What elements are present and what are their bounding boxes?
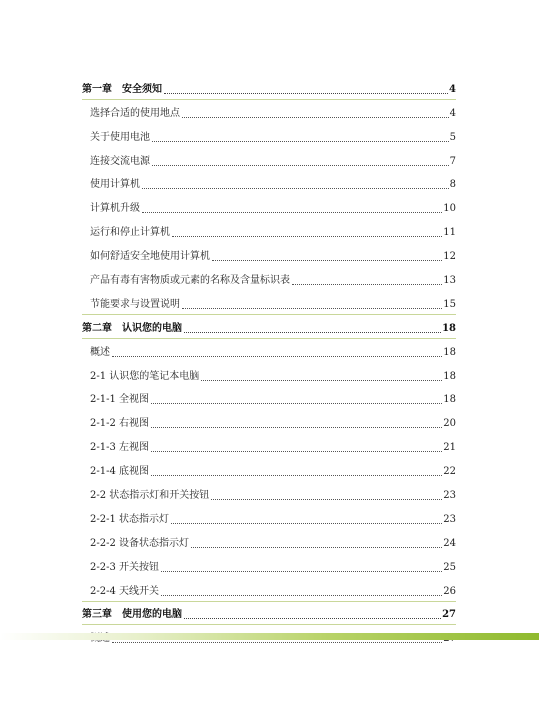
toc-dot-leader — [164, 92, 448, 94]
toc-dot-leader — [142, 187, 449, 189]
toc-entry-title: 选择合适的使用地点 — [90, 107, 180, 119]
toc-entry-title: 关于使用电池 — [90, 131, 150, 143]
toc-dot-leader — [182, 116, 449, 118]
toc-dot-leader — [184, 331, 441, 333]
toc-section-entry[interactable] — [82, 191, 456, 215]
toc-chapter-entry[interactable] — [82, 72, 456, 96]
toc-section-entry[interactable] — [82, 215, 456, 239]
table-of-contents — [82, 72, 456, 645]
toc-section-entry[interactable] — [82, 574, 456, 598]
toc-entry-title: 2-1-3 左视图 — [90, 442, 150, 454]
toc-dot-leader — [182, 307, 442, 309]
toc-section-entry[interactable] — [82, 168, 456, 192]
toc-dot-leader — [191, 546, 442, 548]
toc-dot-leader — [151, 474, 442, 476]
toc-dot-leader — [184, 617, 441, 619]
toc-entry-title: 2-2-4 天线开关 — [90, 585, 160, 597]
toc-section-entry[interactable] — [82, 96, 456, 120]
toc-dot-leader — [161, 570, 442, 572]
toc-dot-leader — [212, 259, 442, 261]
toc-entry-title: 产品有毒有害物质或元素的名称及含量标识表 — [90, 275, 290, 287]
toc-section-entry[interactable] — [82, 120, 456, 144]
toc-page-number: 26 — [443, 585, 456, 597]
toc-page-number: 15 — [443, 298, 456, 310]
toc-entry-title: 第一章 安全须知 — [82, 83, 162, 95]
toc-entry-title: 计算机升级 — [90, 203, 140, 215]
toc-page-number: 4 — [449, 107, 456, 119]
toc-dot-leader — [152, 164, 449, 166]
toc-dot-leader — [171, 522, 442, 524]
toc-dot-leader — [151, 426, 442, 428]
toc-entry-title: 第三章 使用您的电脑 — [82, 609, 182, 621]
toc-dot-leader — [201, 379, 442, 381]
toc-dot-leader — [211, 498, 442, 500]
toc-section-entry[interactable] — [82, 383, 456, 407]
toc-page-number: 8 — [449, 179, 456, 191]
toc-entry-title: 2-1-1 全视图 — [90, 394, 150, 406]
toc-section-entry[interactable] — [82, 239, 456, 263]
toc-dot-leader — [161, 594, 442, 596]
toc-section-entry[interactable] — [82, 406, 456, 430]
toc-page-number: 24 — [443, 537, 456, 549]
toc-section-entry[interactable] — [82, 550, 456, 574]
toc-page-number: 22 — [443, 466, 456, 478]
toc-chapter-entry[interactable] — [82, 598, 456, 622]
toc-entry-title: 如何舒适安全地使用计算机 — [90, 251, 210, 263]
toc-dot-leader — [172, 235, 442, 237]
toc-dot-leader — [292, 283, 442, 285]
toc-section-entry[interactable] — [82, 144, 456, 168]
toc-section-entry[interactable] — [82, 526, 456, 550]
toc-entry-title: 2-1 认识您的笔记本电脑 — [90, 370, 200, 382]
toc-entry-title: 第二章 认识您的电脑 — [82, 322, 182, 334]
toc-page-number: 21 — [443, 442, 456, 454]
toc-entry-title: 2-2 状态指示灯和开关按钮 — [90, 490, 210, 502]
toc-page-number: 25 — [443, 561, 456, 573]
toc-page-number: 18 — [442, 322, 456, 334]
toc-entry-title: 节能要求与设置说明 — [90, 298, 180, 310]
toc-page-number: 4 — [449, 83, 456, 95]
toc-entry-title: 连接交流电源 — [90, 155, 150, 167]
toc-dot-leader — [151, 450, 442, 452]
toc-dot-leader — [152, 140, 449, 142]
toc-page-number: 10 — [443, 203, 456, 215]
toc-entry-title: 2-2-1 状态指示灯 — [90, 513, 170, 525]
toc-page-number: 23 — [443, 513, 456, 525]
toc-page-number: 23 — [443, 490, 456, 502]
toc-dot-leader — [142, 211, 442, 213]
toc-page-number: 13 — [443, 275, 456, 287]
toc-entry-title: 运行和停止计算机 — [90, 227, 170, 239]
toc-section-entry[interactable] — [82, 478, 456, 502]
toc-page-number: 12 — [443, 251, 456, 263]
toc-page-number: 5 — [449, 131, 456, 143]
toc-section-entry[interactable] — [82, 263, 456, 287]
toc-page-number: 11 — [443, 227, 456, 239]
toc-section-entry[interactable] — [82, 430, 456, 454]
toc-entry-title: 使用计算机 — [90, 179, 140, 191]
toc-entry-title: 概述 — [90, 346, 110, 358]
toc-section-entry[interactable] — [82, 359, 456, 383]
footer-decorative-band — [0, 633, 539, 640]
toc-section-entry[interactable] — [82, 502, 456, 526]
toc-entry-title: 2-2-3 开关按钮 — [90, 561, 160, 573]
toc-page-number: 7 — [449, 155, 456, 167]
toc-entry-title: 2-2-2 设备状态指示灯 — [90, 537, 190, 549]
toc-dot-leader — [112, 355, 442, 357]
toc-page-number: 27 — [442, 609, 456, 621]
toc-page-number: 18 — [443, 370, 456, 382]
toc-page-number: 18 — [443, 346, 456, 358]
toc-dot-leader — [112, 641, 442, 643]
toc-section-entry[interactable] — [82, 287, 456, 311]
toc-entry-title: 2-1-4 底视图 — [90, 466, 150, 478]
toc-page-number: 20 — [443, 418, 456, 430]
toc-page-number: 18 — [443, 394, 456, 406]
toc-dot-leader — [151, 402, 442, 404]
toc-section-entry[interactable] — [82, 335, 456, 359]
toc-section-entry[interactable] — [82, 454, 456, 478]
toc-entry-title: 2-1-2 右视图 — [90, 418, 150, 430]
toc-chapter-entry[interactable] — [82, 311, 456, 335]
